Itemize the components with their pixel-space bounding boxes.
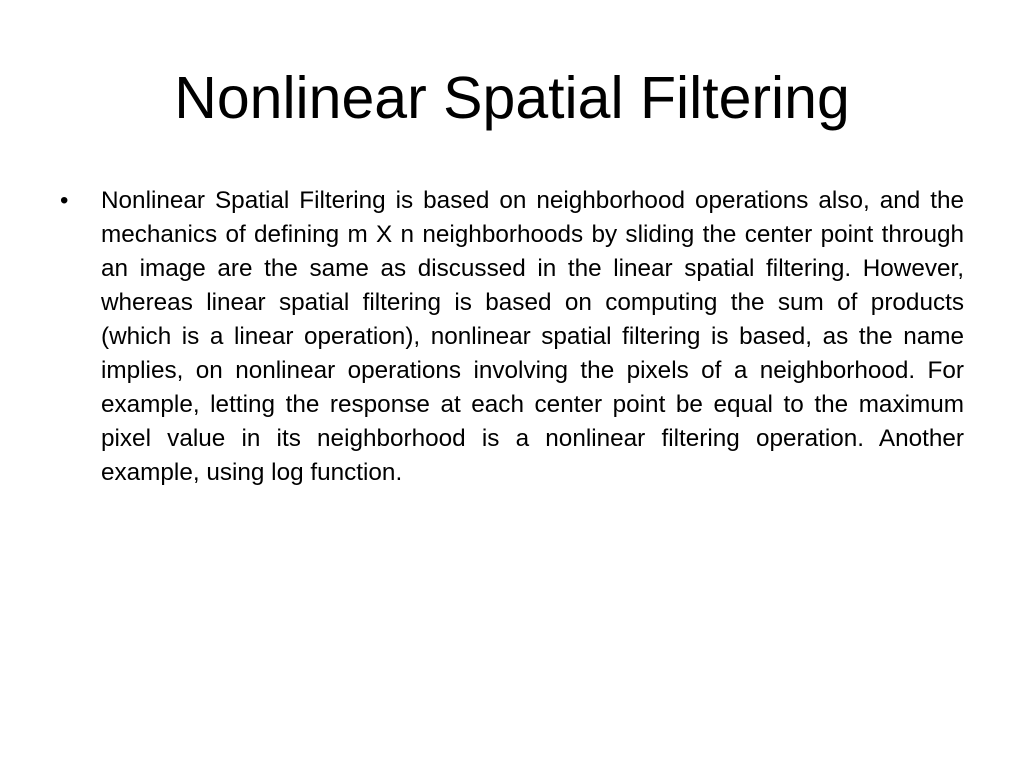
bullet-list [60, 184, 964, 490]
bullet-text: Nonlinear Spatial Filtering is based on neighborhood operations also, and the mechanics of defining m X n neighborhoods by sliding the center point through an image are the same as discussed in the linear spatial filtering. However, whereas linear spatial filtering is based on computing the sum of products (which is a linear operation), nonlinear spatial filtering is based, as the name implies, on nonlinear operations involving the pixels of a neighborhood. For example, letting the response at each center point be equal to the maximum pixel value in its neighborhood is a nonlinear filtering operation. Another example, using log function. [101, 187, 964, 486]
slide-title: Nonlinear Spatial Filtering [174, 65, 850, 131]
bullet-marker: • [60, 187, 69, 214]
bullet-item [60, 184, 964, 490]
